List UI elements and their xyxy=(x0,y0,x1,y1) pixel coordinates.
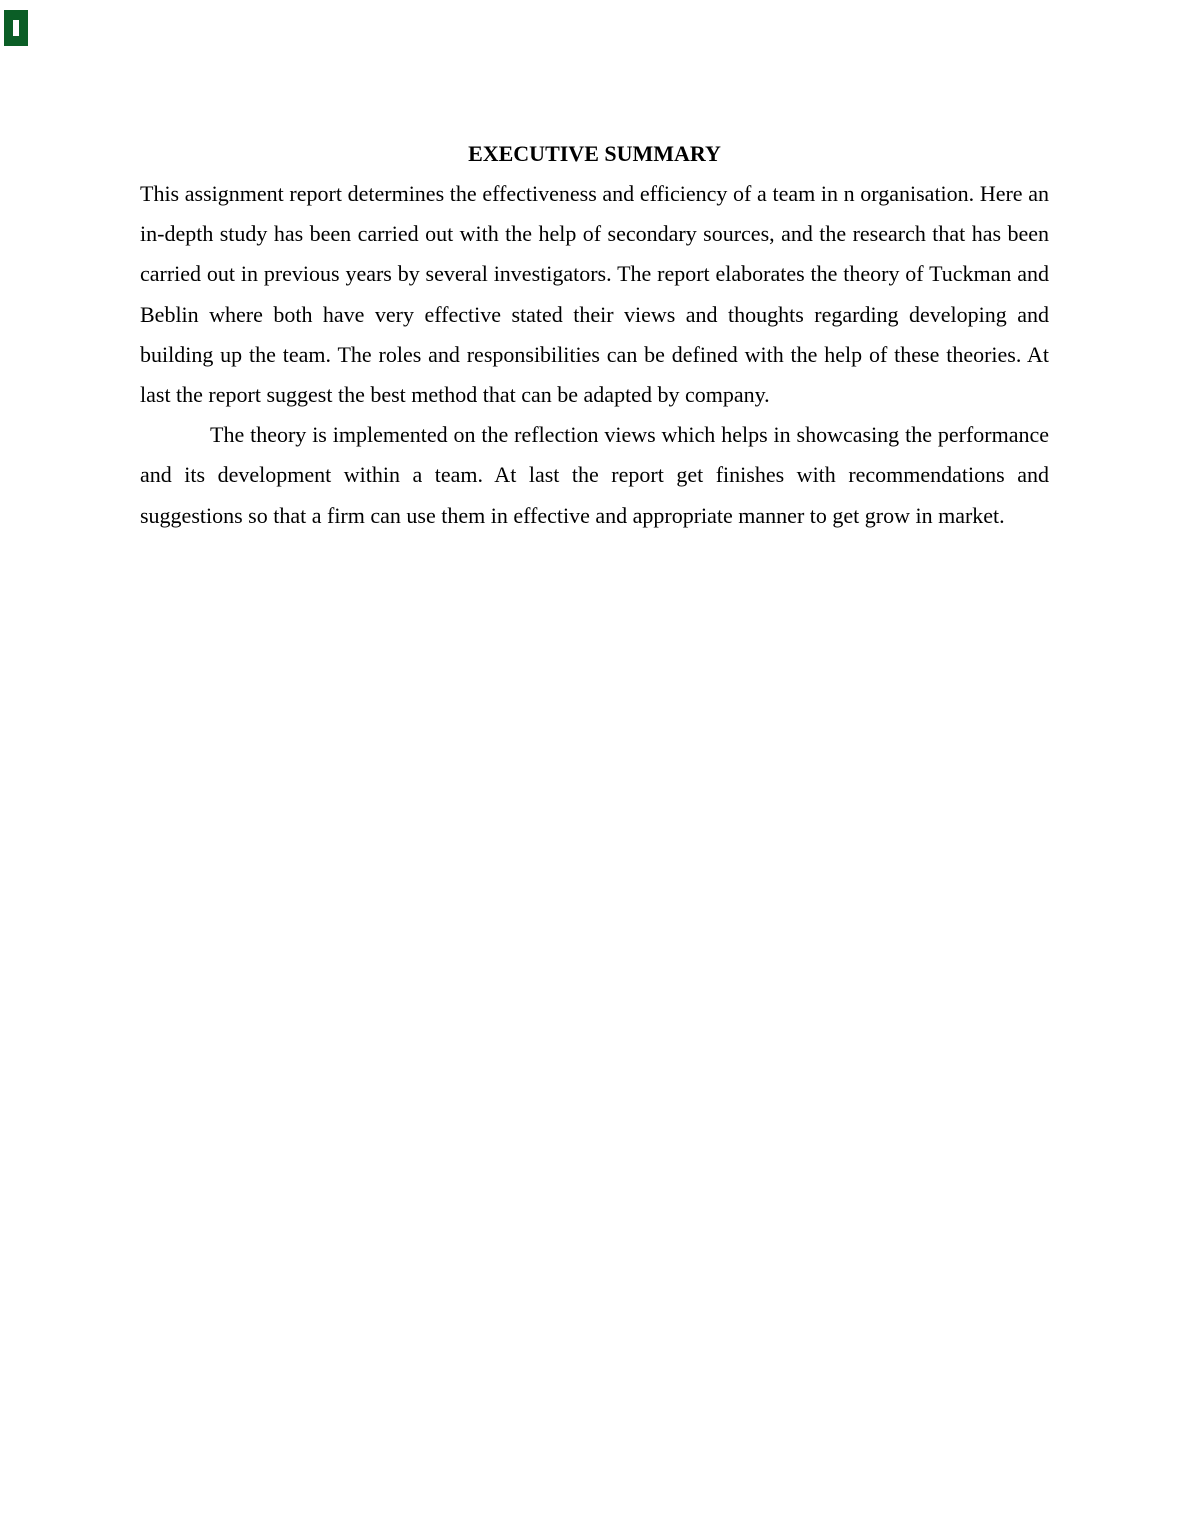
document-marker-inner xyxy=(13,20,19,36)
document-body xyxy=(140,138,1049,536)
summary-paragraph-2: The theory is implemented on the reflection views which helps in showcasing the performance and its development within a team. At last the report get finishes with recommendations and suggestions so that a firm can use them in effective and appropriate manner to get grow in market. xyxy=(140,422,1049,528)
summary-paragraph-1: This assignment report determines the effectiveness and efficiency of a team in n organisation. Here an in-depth study has been carried out with the help of secondary sources, and the research that has been carried out in previous years by several investigators. The report elaborates the theory of Tuckman and Beblin where both have very effective stated their views and thoughts regarding developing and building up the team. The roles and responsibilities can be defined with the help of these theories. At last the report suggest the best method that can be adapted by company. xyxy=(140,181,1049,408)
page-title: EXECUTIVE SUMMARY xyxy=(468,141,721,166)
document-marker-icon xyxy=(4,10,28,46)
